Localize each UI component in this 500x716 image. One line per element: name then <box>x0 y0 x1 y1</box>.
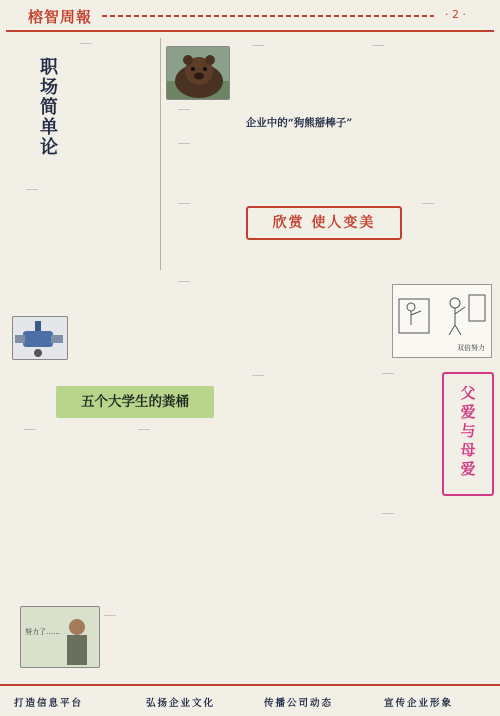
bucket-photo-caption: 努力了…… <box>25 628 60 636</box>
parents-title: 父爱与母爱 <box>460 384 476 478</box>
bear-body-1: …… <box>252 41 264 48</box>
bear-body-2: …… <box>372 41 384 48</box>
bear-intro: …… <box>178 105 190 112</box>
masthead-title: 榕智周報 <box>28 8 93 26</box>
appreciate-title-box <box>246 206 402 240</box>
bucket-photo-side-text: …… <box>104 611 116 618</box>
career-body-1: …… <box>80 39 92 46</box>
bucket-photo <box>20 606 100 668</box>
cartoon-drawing <box>393 285 491 341</box>
bear-photo <box>166 46 230 100</box>
footer-slogan-4: 宣传企业形象 <box>384 698 454 709</box>
bear-title: 企业中的“狗熊掰棒子” <box>245 117 353 129</box>
bucket-body-3: …… <box>252 371 264 378</box>
masthead-rule <box>6 30 494 32</box>
masthead-decoration <box>102 15 434 17</box>
page-number: · 2 · <box>445 8 466 21</box>
parents-body-2: …… <box>382 509 394 516</box>
parents-body-1: …… <box>382 369 394 376</box>
cartoon-illustration <box>392 284 492 358</box>
bucket-title-banner <box>56 386 214 418</box>
cartoon-caption: 双倍努力 <box>457 344 485 352</box>
appreciate-side-note: …… <box>422 199 434 206</box>
appreciate-body-2: …… <box>178 277 190 284</box>
bear-illustration <box>167 47 230 100</box>
masthead <box>6 6 494 34</box>
appreciate-body-1: …… <box>178 199 190 206</box>
bucket-title: 五个大学生的粪桶 <box>81 394 189 410</box>
valve-machine-icon <box>13 317 67 359</box>
bucket-body-1: …… <box>24 425 36 432</box>
divider-line <box>160 38 161 270</box>
parents-title-box <box>442 372 494 496</box>
career-body-2: …… <box>26 185 38 192</box>
machine-photo <box>12 316 68 360</box>
footer-bar <box>0 684 500 716</box>
bucket-body-2: …… <box>138 425 150 432</box>
bear-body-3: …… <box>178 139 190 146</box>
career-title: 职场简单论 <box>40 57 58 158</box>
appreciate-title: 欣赏 使人变美 <box>272 215 376 231</box>
footer-slogan-2: 弘扬企业文化 <box>146 698 216 709</box>
footer-slogan-3: 传播公司动态 <box>264 698 334 709</box>
student-photo <box>21 607 100 668</box>
footer-slogan-1: 打造信息平台 <box>14 698 84 709</box>
